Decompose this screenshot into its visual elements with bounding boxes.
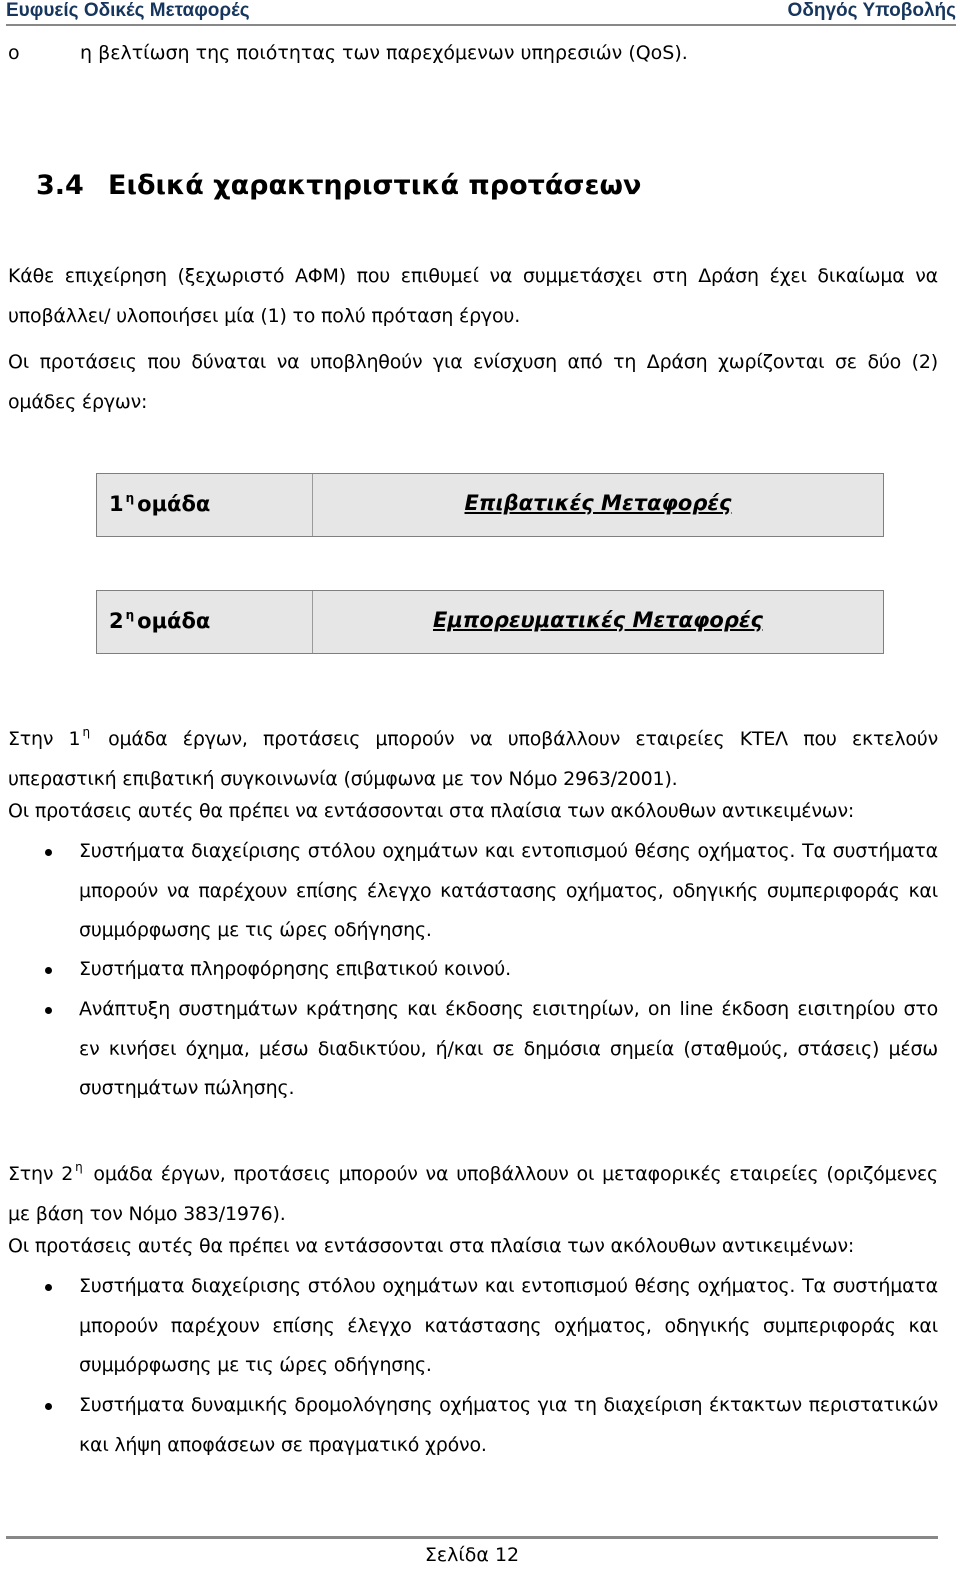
group-box-1-label-cell — [97, 474, 313, 536]
group2-lead: Οι προτάσεις αυτές θα πρέπει να εντάσσονται στα πλαίσια των ακόλουθων αντικειμένων: — [8, 1235, 855, 1257]
bullet-icon — [45, 849, 52, 856]
group-box-1 — [96, 473, 884, 537]
group-box-2 — [96, 590, 884, 654]
list-item-text: Συστήματα πληροφόρησης επιβατικού κοινού. — [79, 958, 511, 980]
group-box-1-name: Επιβατικές Μεταφορές — [464, 491, 732, 515]
list-item-text: Συστήματα δυναμικής δρομολόγησης οχήματος για τη διαχείριση έκτακτων περιστατικών και λήψη αποφάσεων σε πραγματικό χρόνο. — [79, 1394, 938, 1456]
intro-bullet-marker: o — [8, 42, 20, 64]
header-document-title: Ευφυείς Οδικές Μεταφορές — [6, 0, 250, 21]
section-heading — [36, 170, 641, 201]
group1-intro: Στην 1 $^\eta$ ομάδα έργων, προτάσεις μπορούν να υποβάλλουν εταιρείες ΚΤΕΛ που εκτελούν υπεραστική επιβατική συγκοινωνία (σύμφωνα με τον Νόμο 2963/2001). — [8, 725, 938, 790]
bullet-icon — [45, 1007, 52, 1014]
footer-divider — [6, 1536, 938, 1539]
group1-lead: Οι προτάσεις αυτές θα πρέπει να εντάσσονται στα πλαίσια των ακόλουθων αντικειμένων: — [8, 800, 855, 822]
page-header — [6, 0, 956, 24]
header-section-title: Οδηγός Υποβολής — [787, 0, 956, 21]
group-box-1-name-cell — [313, 474, 883, 536]
bullet-icon — [45, 1403, 52, 1410]
paragraph-groups-intro: Οι προτάσεις που δύναται να υποβληθούν για ενίσχυση από τη Δράση χωρίζονται σε δύο (2) ομάδες έργων: — [8, 351, 938, 413]
group-box-2-name: Εμπορευματικές Μεταφορές — [432, 608, 763, 632]
group-box-2-name-cell — [313, 591, 883, 653]
list-item-text: Ανάπτυξη συστημάτων κράτησης και έκδοσης εισιτηρίων, on line έκδοση εισιτηρίου στο εν κινήσει όχημα, μέσω διαδικτύου, ή/και σε δημόσια σημεία (σταθμούς, στάσεις) μέσω συστημάτων πώλησης. — [79, 998, 938, 1099]
group-box-1-label: 1 $^\eta$ ομάδα — [109, 491, 211, 516]
group-box-2-label: 2 $^\eta$ ομάδα — [109, 608, 211, 633]
group-box-2-label-cell — [97, 591, 313, 653]
intro-bullet-text: η βελτίωση της ποιότητας των παρεχόμενων υπηρεσιών (QoS). — [80, 42, 688, 64]
bullet-icon — [45, 1284, 52, 1291]
bullet-icon — [45, 967, 52, 974]
list-item-text: Συστήματα διαχείρισης στόλου οχημάτων και εντοπισμού θέσης οχήματος. Τα συστήματα μπορούν παρέχουν επίσης έλεγχο κατάστασης οχήματος, οδηγικής συμπεριφοράς και συμμόρφωσης με τις ώρες οδήγησης. — [79, 1275, 938, 1376]
paragraph-eligibility: Κάθε επιχείρηση (ξεχωριστό ΑΦΜ) που επιθυμεί να συμμετάσχει στη Δράση έχει δικαίωμα να υποβάλλει/ υλοποιήσει μία (1) το πολύ πρόταση έργου. — [8, 265, 938, 327]
list-item-text: Συστήματα διαχείρισης στόλου οχημάτων και εντοπισμού θέσης οχήματος. Τα συστήματα μπορούν να παρέχουν επίσης έλεγχο κατάστασης οχήματος, οδηγικής συμπεριφοράς και συμμόρφωσης με τις ώρες οδήγησης. — [79, 840, 938, 941]
section-number: 3.4 — [36, 170, 84, 201]
page-number: Σελίδα 12 — [424, 1544, 520, 1566]
header-divider — [6, 24, 956, 26]
section-title: Ειδικά χαρακτηριστικά προτάσεων — [108, 170, 642, 201]
group2-intro: Στην 2 $^\eta$ ομάδα έργων, προτάσεις μπορούν να υποβάλλουν οι μεταφορικές εταιρείες (οριζόμενες με βάση τον Νόμο 383/1976). — [8, 1160, 938, 1225]
